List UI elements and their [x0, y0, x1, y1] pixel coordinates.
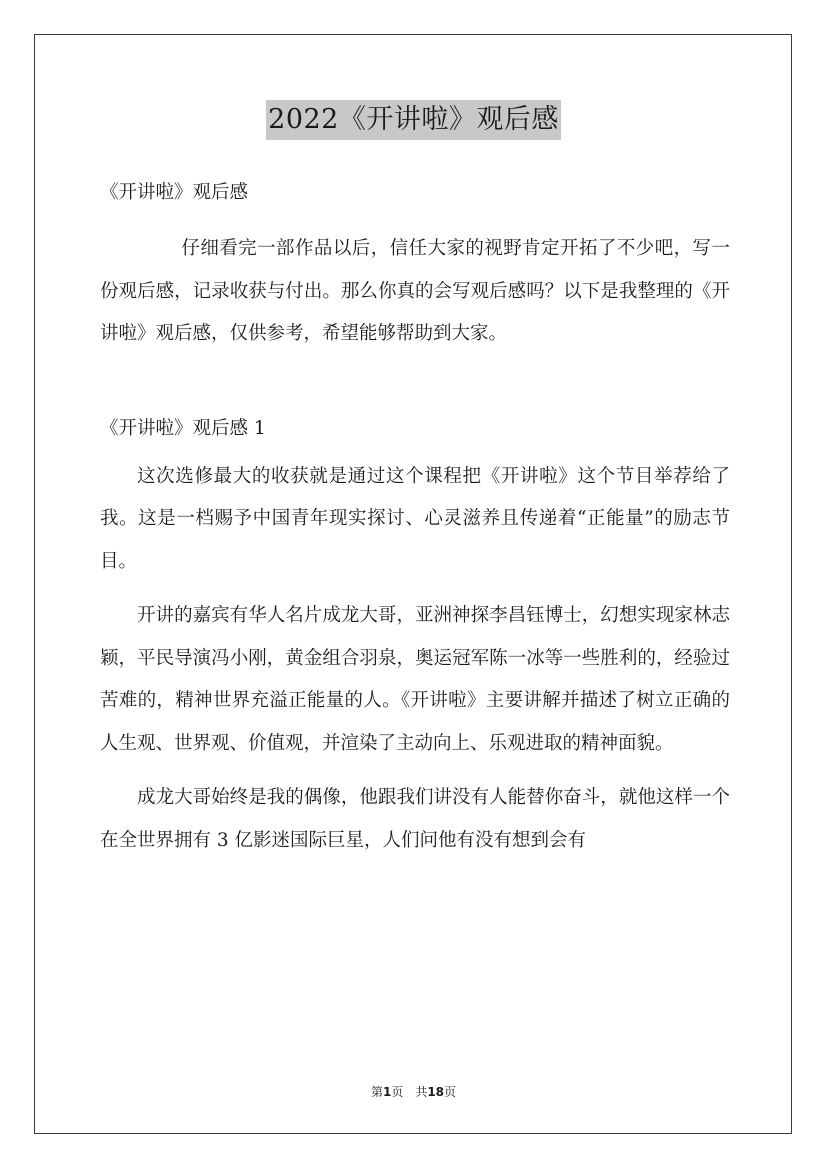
document-body	[100, 172, 730, 862]
footer-page-current: 1	[382, 1085, 392, 1099]
document-subtitle: 《开讲啦》观后感	[100, 182, 249, 203]
document-title: 2022《开讲啦》观后感	[266, 100, 561, 140]
page-footer	[0, 1083, 827, 1100]
intro-paragraph: 仔细看完一部作品以后，信任大家的视野肯定开拓了不少吧，写一份观后感，记录收获与付出。那么你真的会写观后感吗？以下是我整理的《开讲啦》观后感，仅供参考，希望能够帮助到大家。	[100, 238, 730, 344]
footer-page-mid: 页 共	[391, 1085, 428, 1099]
section-heading-1: 《开讲啦》观后感 1	[100, 417, 266, 439]
body-paragraph: 成龙大哥始终是我的偶像，他跟我们讲没有人能替你奋斗，就他这样一个在全世界拥有 3 亿影迷国际巨星，人们问他有没有想到会有	[100, 787, 730, 851]
title-wrapper	[0, 100, 827, 140]
body-paragraph: 这次选修最大的收获就是通过这个课程把《开讲啦》这个节目举荐给了我。这是一档赐予中国青年现实探讨、心灵滋养且传递着“正能量”的励志节目。	[100, 465, 730, 572]
footer-page-prefix: 第	[370, 1085, 383, 1099]
body-paragraph: 开讲的嘉宾有华人名片成龙大哥，亚洲神探李昌钰博士，幻想实现家林志颖，平民导演冯小刚，黄金组合羽泉，奥运冠军陈一冰等一些胜利的，经验过苦难的，精神世界充溢正能量的人。《开讲啦》主要讲解并描述了树立正确的人生观、世界观、价值观，并渲染了主动向上、乐观进取的精神面貌。	[100, 605, 730, 754]
footer-page-total: 18	[427, 1085, 445, 1099]
footer-page-suffix: 页	[444, 1085, 457, 1099]
